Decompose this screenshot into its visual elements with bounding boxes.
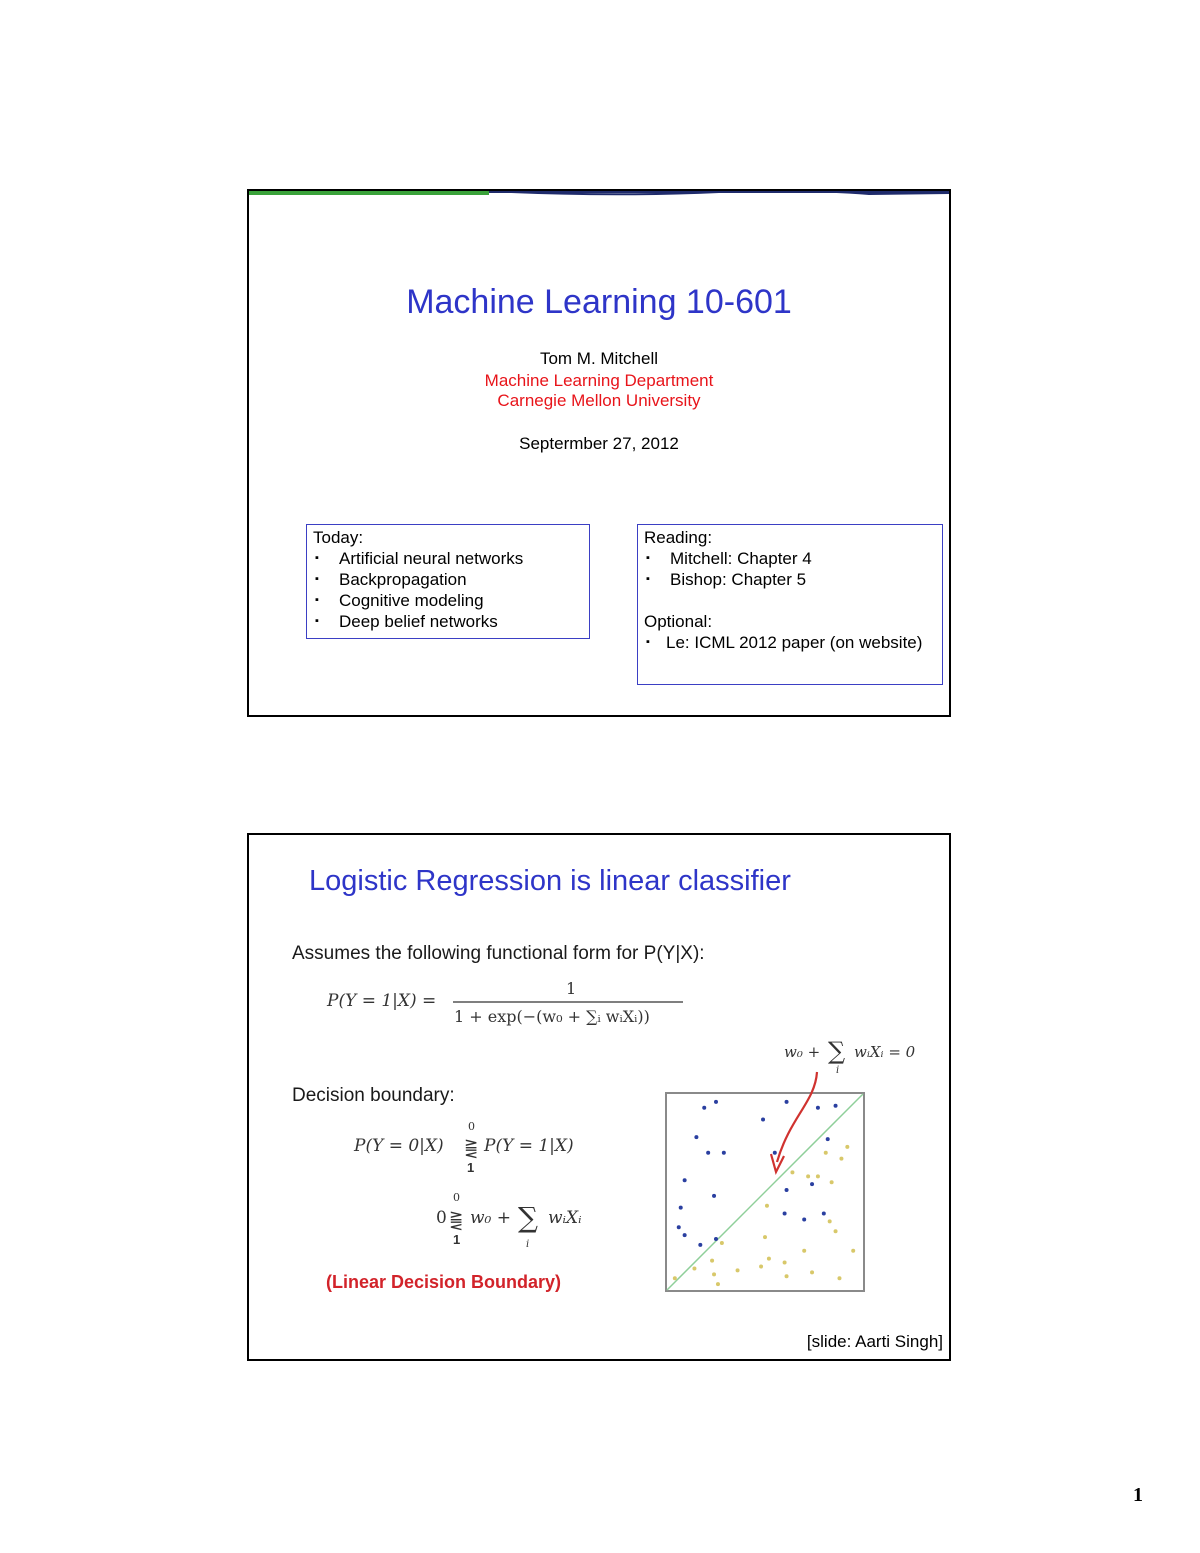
- class-1-point: [783, 1261, 787, 1265]
- slide-credit: [slide: Aarti Singh]: [806, 1332, 943, 1351]
- reading-heading: Reading:: [644, 528, 713, 547]
- logistic-formula: [327, 975, 697, 1035]
- class-0-point: [702, 1106, 706, 1110]
- list-item: ▪ Deep belief networks: [313, 611, 583, 632]
- class-0-point: [683, 1178, 687, 1182]
- assumes-text: Assumes the following functional form for P(Y|X):: [292, 943, 705, 964]
- class-0-point: [785, 1100, 789, 1104]
- university: Carnegie Mellon University: [497, 391, 701, 410]
- slide-2: [247, 833, 951, 1361]
- linear-decision-boundary-label: (Linear Decision Boundary): [326, 1272, 562, 1292]
- class-1-point: [824, 1151, 828, 1155]
- class-1-point: [834, 1229, 838, 1233]
- class-0-point: [810, 1182, 814, 1186]
- class-0-point: [783, 1212, 787, 1216]
- today-heading: Today:: [313, 528, 364, 547]
- optional-list: [644, 632, 936, 653]
- svg-text:wᵢXᵢ: wᵢXᵢ: [548, 1208, 582, 1228]
- svg-text:i: i: [836, 1065, 840, 1076]
- page-number: 1: [1133, 1484, 1143, 1506]
- svg-text:wᵢXᵢ = 0: wᵢXᵢ = 0: [854, 1043, 916, 1061]
- slide-2-title: Logistic Regression is linear classifier: [309, 865, 791, 897]
- decision-rule-probability: [354, 1117, 594, 1177]
- svg-text:P(Y = 1|X) =: P(Y = 1|X) =: [327, 991, 437, 1011]
- class-1-point: [837, 1276, 841, 1280]
- class-0-point: [677, 1225, 681, 1229]
- class-1-point: [802, 1249, 806, 1253]
- class-1-point: [830, 1180, 834, 1184]
- class-0-point: [785, 1188, 789, 1192]
- class-0-point: [834, 1104, 838, 1108]
- class-1-point: [767, 1257, 771, 1261]
- class-0-point: [712, 1194, 716, 1198]
- svg-text:∑: ∑: [518, 1201, 538, 1234]
- svg-text:1: 1: [467, 1160, 475, 1175]
- class-1-point: [810, 1270, 814, 1274]
- class-1-point: [692, 1266, 696, 1270]
- class-1-point: [736, 1268, 740, 1272]
- svg-text:1: 1: [566, 979, 577, 998]
- class-0-point: [816, 1106, 820, 1110]
- class-0-point: [826, 1137, 830, 1141]
- author-name: Tom M. Mitchell: [539, 349, 659, 368]
- svg-text:⪌: ⪌: [449, 1210, 464, 1230]
- class-0-point: [761, 1117, 765, 1121]
- optional-heading: Optional:: [644, 612, 713, 631]
- scatter-plot: [665, 1092, 867, 1296]
- class-1-point: [716, 1282, 720, 1286]
- class-1-point: [851, 1249, 855, 1253]
- class-1-point: [763, 1235, 767, 1239]
- svg-text:⪌: ⪌: [464, 1138, 479, 1158]
- svg-text:w₀ +: w₀ +: [470, 1208, 512, 1228]
- class-0-point: [822, 1212, 826, 1216]
- svg-text:1: 1: [453, 1232, 461, 1247]
- class-1-point: [710, 1259, 714, 1263]
- slide-1-title: Machine Learning 10-601: [406, 283, 792, 321]
- class-1-point: [765, 1204, 769, 1208]
- boundary-equation: [784, 1035, 944, 1075]
- lecture-date: Septermber 27, 2012: [519, 434, 679, 453]
- list-item: ▪ Backpropagation: [313, 569, 583, 590]
- class-0-point: [722, 1151, 726, 1155]
- department: Machine Learning Department: [484, 371, 714, 390]
- svg-text:∑: ∑: [828, 1037, 846, 1065]
- decision-boundary-text: Decision boundary:: [292, 1085, 455, 1106]
- svg-text:0: 0: [468, 1120, 475, 1133]
- class-1-point: [845, 1145, 849, 1149]
- svg-text:i: i: [526, 1239, 530, 1250]
- class-1-point: [673, 1276, 677, 1280]
- class-1-point: [785, 1274, 789, 1278]
- slide-1: [247, 189, 951, 717]
- class-1-point: [720, 1241, 724, 1245]
- reading-box: [637, 524, 943, 685]
- class-1-point: [839, 1157, 843, 1161]
- today-box: [306, 524, 590, 639]
- list-item: ▪ Cognitive modeling: [313, 590, 583, 611]
- slide-1-top-bar: [249, 191, 949, 196]
- list-item: ▪ Artificial neural networks: [313, 548, 583, 569]
- class-1-point: [806, 1174, 810, 1178]
- class-0-point: [714, 1100, 718, 1104]
- today-list: [313, 548, 583, 632]
- class-1-point: [790, 1170, 794, 1174]
- class-0-point: [714, 1237, 718, 1241]
- class-1-point: [712, 1272, 716, 1276]
- list-item: ▪ Mitchell: Chapter 4: [644, 548, 936, 569]
- class-1-point: [816, 1174, 820, 1178]
- decision-rule-linear: [436, 1187, 636, 1251]
- class-0-point: [706, 1151, 710, 1155]
- svg-text:w₀ +: w₀ +: [784, 1043, 821, 1061]
- svg-text:0: 0: [453, 1191, 460, 1204]
- svg-text:P(Y = 1|X): P(Y = 1|X): [484, 1136, 574, 1156]
- class-0-point: [683, 1233, 687, 1237]
- reading-list: [644, 548, 936, 590]
- class-1-point: [828, 1219, 832, 1223]
- list-item: ▪ Le: ICML 2012 paper (on website): [644, 632, 936, 653]
- svg-text:1 + exp(−(w₀ + ∑ᵢ wᵢXᵢ)): 1 + exp(−(w₀ + ∑ᵢ wᵢXᵢ)): [454, 1007, 650, 1026]
- svg-text:P(Y = 0|X): P(Y = 0|X): [354, 1136, 444, 1156]
- class-0-point: [694, 1135, 698, 1139]
- class-0-point: [679, 1206, 683, 1210]
- class-1-point: [759, 1264, 763, 1268]
- list-item: ▪ Bishop: Chapter 5: [644, 569, 936, 590]
- svg-text:0: 0: [436, 1208, 447, 1228]
- class-0-point: [773, 1151, 777, 1155]
- class-0-point: [698, 1243, 702, 1247]
- class-0-point: [802, 1217, 806, 1221]
